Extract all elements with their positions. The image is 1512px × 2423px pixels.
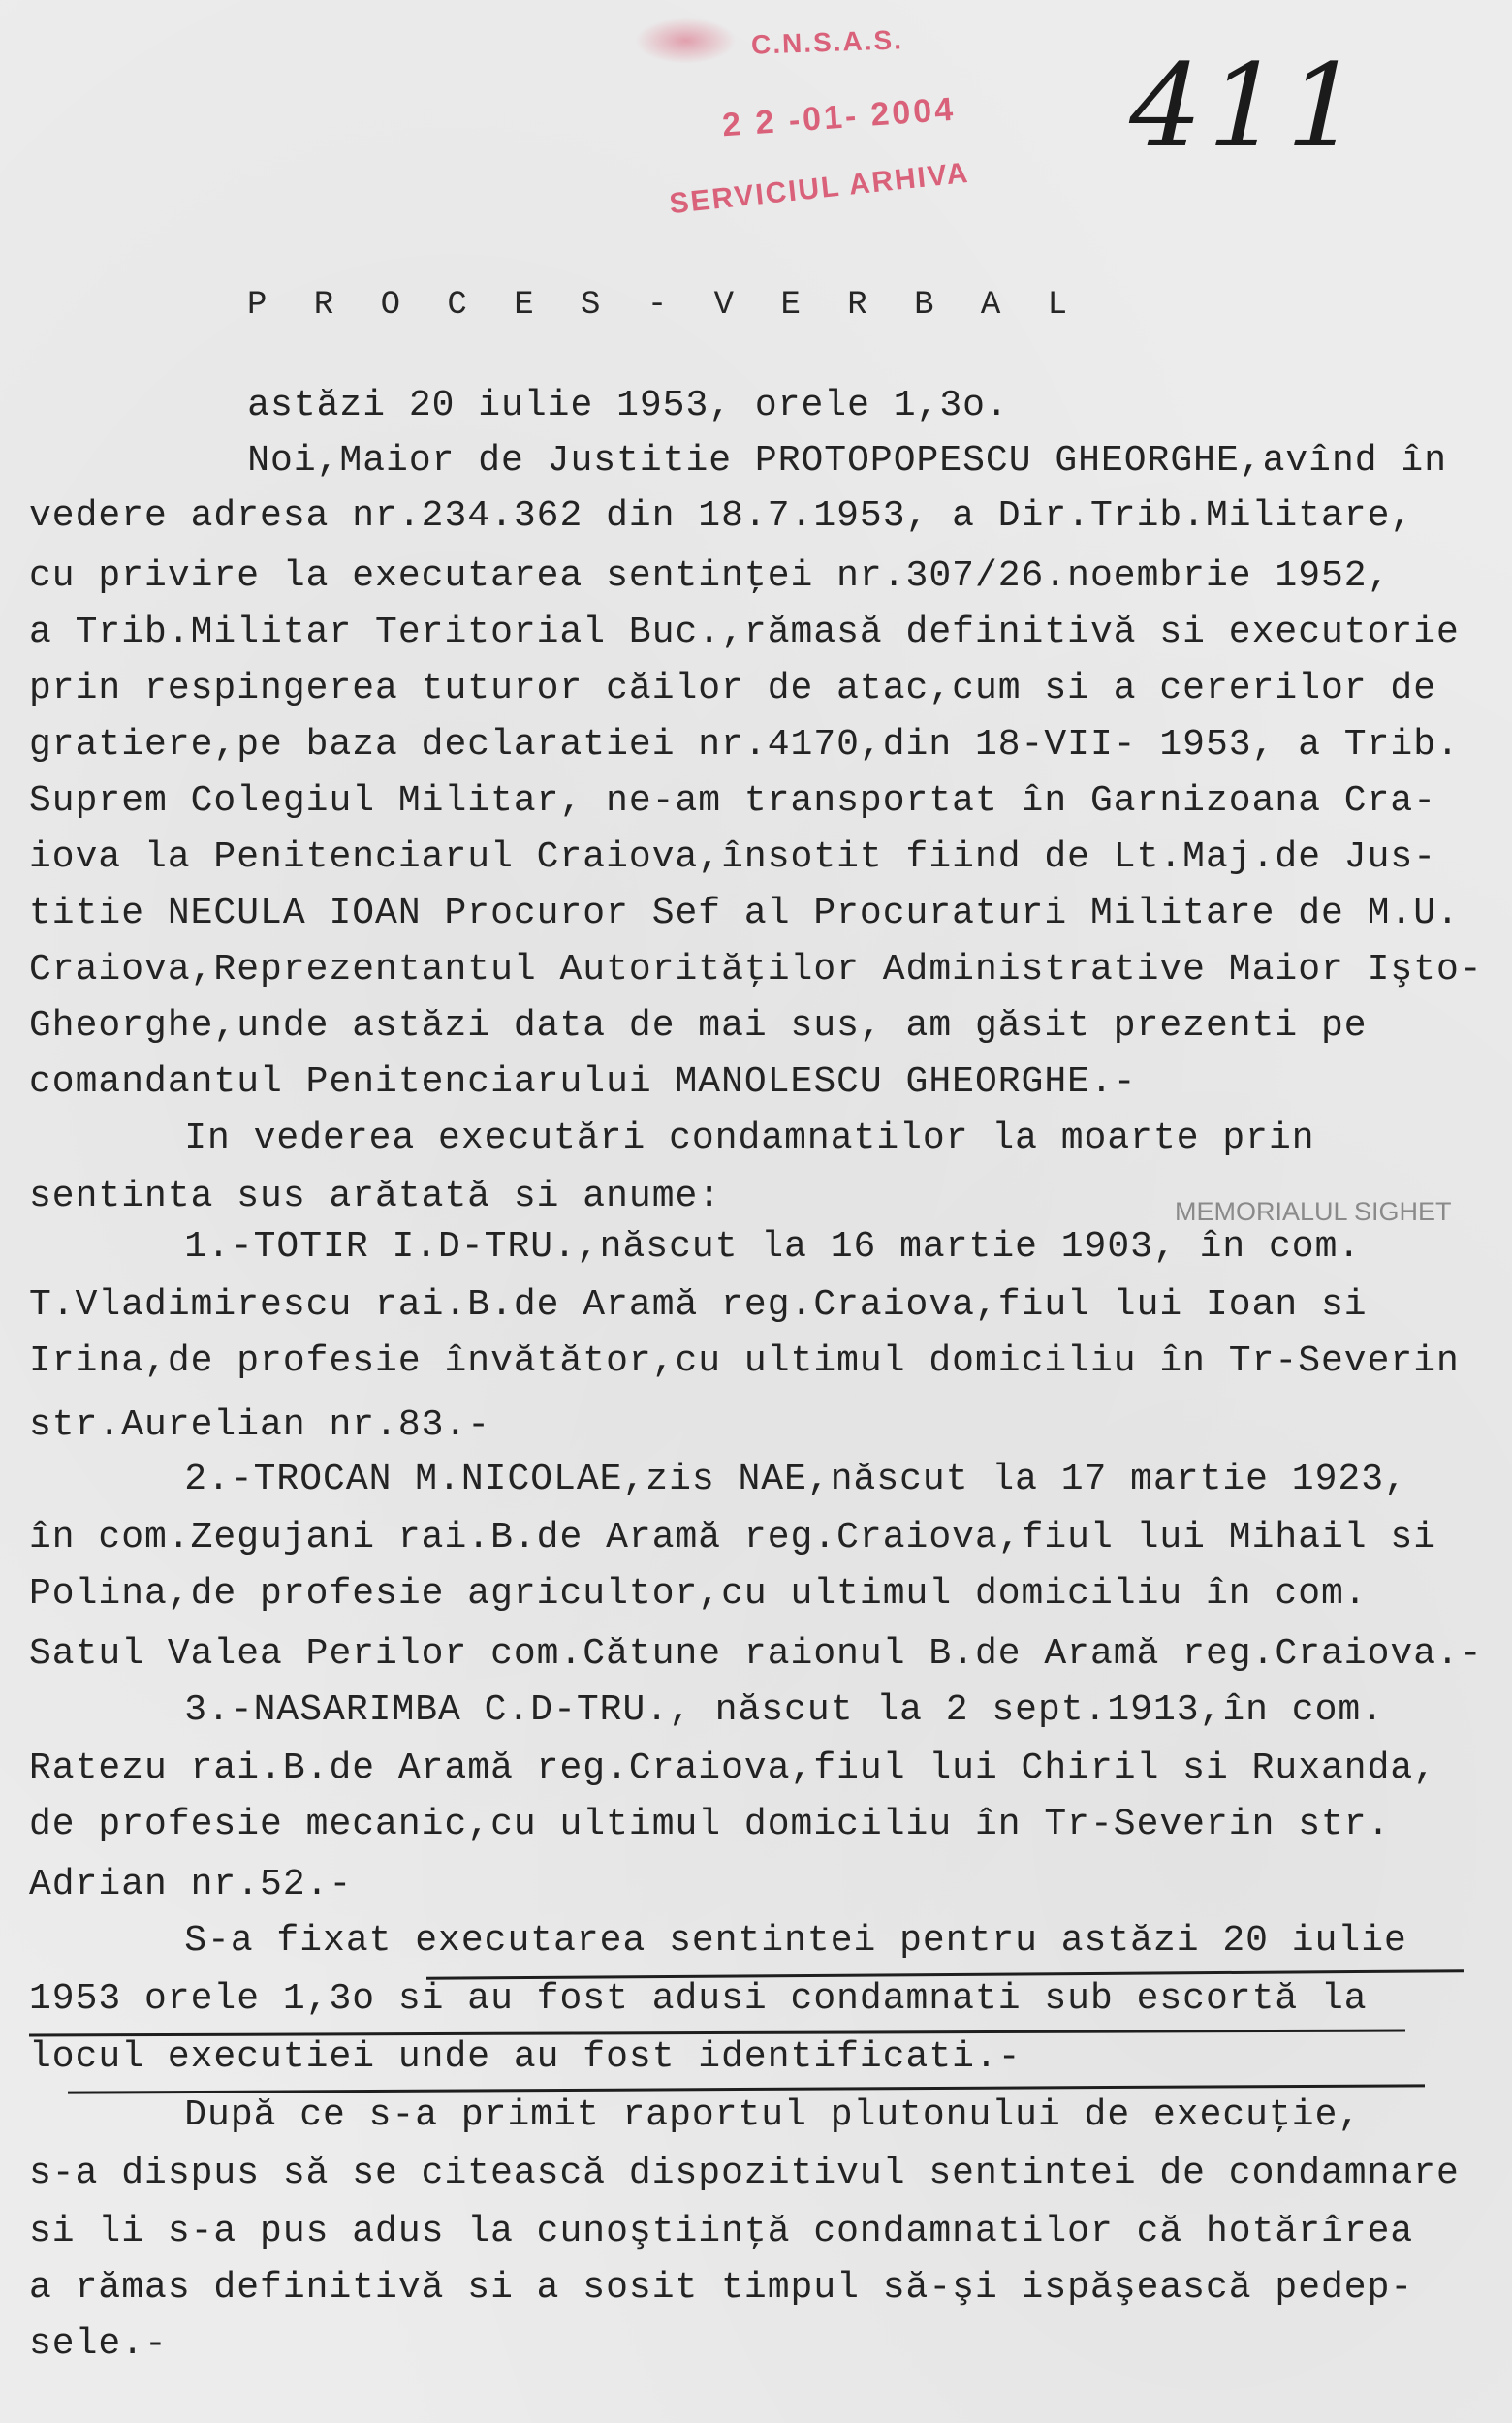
text-line: s-a dispus să se citească dispozitivul sentintei de condamnare [29,2153,1460,2194]
text-line: locul executiei unde au fost identificati.- [29,2036,1022,2078]
text-line: a Trib.Militar Teritorial Buc.,rămasă definitivă si executorie [29,612,1460,653]
handwritten-folio-number: 411 [1115,39,1379,173]
watermark-text: MEMORIALUL SIGHET [1175,1197,1452,1226]
archive-stamp-department: SERVICIUL ARHIVA [668,156,971,221]
text-line: Craiova,Reprezentantul Autorităţilor Administrative Maior Işto- [29,949,1483,991]
text-line: Noi,Maior de Justitie PROTOPOPESCU GHEORGHE,avînd în [155,440,1448,482]
text-line: în com.Zegujani rai.B.de Aramă reg.Craiova,fiul lui Mihail si [29,1517,1437,1558]
text-line: Ratezu rai.B.de Aramă reg.Craiova,fiul lui Chiril si Ruxanda, [29,1747,1437,1789]
text-line: In vederea executări condamnatilor la moarte prin [92,1117,1315,1159]
text-line: Irina,de profesie învătător,cu ultimul domiciliu în Tr-Severin [29,1340,1460,1382]
text-line: T.Vladimirescu rai.B.de Aramă reg.Craiova,fiul lui Ioan si [29,1284,1368,1326]
hand-underline [68,2084,1425,2093]
text-line: S-a fixat executarea sentintei pentru astăzi 20 iulie [92,1920,1407,1962]
text-line: astăzi 20 iulie 1953, orele 1,3o. [155,385,1009,426]
text-line: cu privire la executarea sentinţei nr.307/26.noembrie 1952, [29,555,1391,597]
text-line: sele.- [29,2323,168,2365]
text-line: prin respingerea tuturor căilor de atac,cum si a cererilor de [29,668,1437,709]
text-line: de profesie mecanic,cu ultimul domiciliu în Tr-Severin str. [29,1804,1391,1845]
text-line: titie NECULA IOAN Procuror Sef al Procuraturi Militare de M.U. [29,893,1460,934]
archive-stamp-org: C.N.S.A.S. [750,24,904,60]
document-title: P R O C E S - V E R B A L [247,287,1082,324]
text-line: 1.-TOTIR I.D-TRU.,născut la 16 martie 1903, în com. [92,1226,1362,1268]
text-line: Gheorghe,unde astăzi data de mai sus, am găsit prezenti pe [29,1005,1368,1047]
text-line: Suprem Colegiul Militar, ne-am transportat în Garnizoana Cra- [29,780,1437,822]
text-line: După ce s-a primit raportul plutonului de execuţie, [92,2094,1362,2136]
text-line: iova la Penitenciarul Craiova,însotit fiind de Lt.Maj.de Jus- [29,836,1437,878]
text-line: str.Aurelian nr.83.- [29,1404,491,1446]
text-line: a rămas definitivă si a sosit timpul să-şi ispăşească pedep- [29,2267,1414,2309]
text-line: gratiere,pe baza declaratiei nr.4170,din 18-VII- 1953, a Trib. [29,724,1460,766]
text-line: 1953 orele 1,3o si au fost adusi condamnati sub escortă la [29,1978,1368,2020]
text-line: vedere adresa nr.234.362 din 18.7.1953, a Dir.Trib.Militare, [29,495,1414,537]
text-line: comandantul Penitenciarului MANOLESCU GHEORGHE.- [29,1061,1137,1103]
text-line: Adrian nr.52.- [29,1864,353,1905]
text-line: 3.-NASARIMBA C.D-TRU., născut la 2 sept.1913,în com. [92,1689,1385,1731]
text-line: si li s-a pus adus la cunoştiinţă condamnatilor că hotărîrea [29,2211,1414,2252]
text-line: sentinta sus arătată si anume: [29,1176,722,1217]
archive-stamp-date: 2 2 -01- 2004 [720,90,958,144]
text-line: Satul Valea Perilor com.Cătune raionul B.de Aramă reg.Craiova.- [29,1633,1483,1675]
text-line: 2.-TROCAN M.NICOLAE,zis NAE,născut la 17 martie 1923, [92,1459,1407,1500]
text-line: Polina,de profesie agricultor,cu ultimul domiciliu în com. [29,1573,1368,1615]
